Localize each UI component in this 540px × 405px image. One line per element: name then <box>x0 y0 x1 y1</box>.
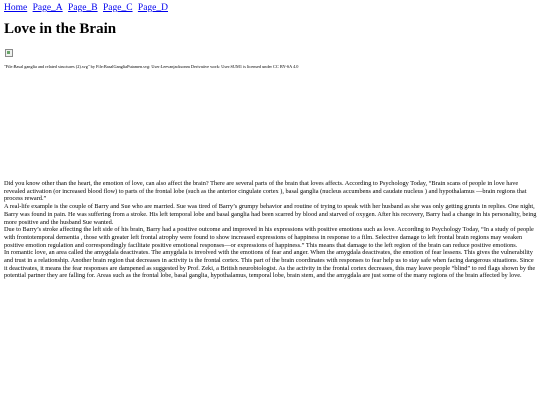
nav-link-page-b[interactable]: Page_B <box>68 3 98 13</box>
paragraph-1: Did you know other than the heart, the emotion of love, can also affect the brain? There are several parts of the brain that loves affects. According to Psychology Today, “Brain scans of people in love have revealed activation (or increased blood flow) to parts of the frontal lobe (such as the anterior cingulate cortex ), basal ganglia (nucleus accumbens and caudate nucleus ) and hypothalamus —brain regions that process reward.” <box>4 180 527 203</box>
nav-link-page-d[interactable]: Page_D <box>137 3 168 13</box>
nav-link-page-a[interactable]: Page_A <box>32 3 63 13</box>
top-nav <box>4 3 171 14</box>
article-body <box>4 180 537 280</box>
nav-link-page-c[interactable]: Page_C <box>102 3 133 13</box>
paragraph-3: Due to Barry’s stroke affecting the left side of his brain, Barry had a positive outcome and improved in his expressions with positive emotions such as love. According to Psychology Today, “In a study of people with frontotemporal dementia , those with greater left frontal atrophy were found to show increased expressions of happiness in response to a film. Selective damage to left frontal brain regions may weaken positive emotion regulation and correspondingly facilitate positive emotional responses—or expressions of happiness.” This means that damage to the left region of the brain can reduce positive emotions. <box>4 226 534 249</box>
nav-link-home[interactable]: Home <box>4 3 28 13</box>
paragraph-2: A real-life example is the couple of Barry and Sue who are married. Sue was tired of Barry’s grumpy behavior and routine of trying to speak with her husband as she was only getting grunts in replies. One night, Barry was found in pain. He was suffering from a stroke. His left temporal lobe and basal ganglia had been scarred by blood and starved of oxygen. After his recovery, Barry had a change in his personality, being more positive and the husband Sue wanted. <box>4 203 537 226</box>
image-caption: "File:Basal ganglia and related structures (2).svg" by File:BasalGangliaPutamen.svg: User:Leevanjacksonm Derivative work: User:SUM1 is licensed under CC BY-SA 4.0 <box>4 64 299 69</box>
page-title: Love in the Brain <box>4 21 117 37</box>
broken-image-icon <box>5 49 13 57</box>
paragraph-4: In romantic love, an area called the amygdala deactivates. The amygdala is involved with the emotions of fear and anger. When the amygdala deactivates, the emotion of fear lessens. This gives the vulnerability and trust in a relationship. Another brain region that decreases in activity is the frontal cortex. This part of the brain coordinates with responses to fear help us to stay safe when facing dangerous situations. Since it deactivates, it means the fear responses are dampened as suggested by Prof. Zeki, a British neurobiologist. As the activity in the frontal cortex decreases, this may leave people “blind” to red flags shown by the potential partner they are falling for. Areas such as the frontal lobe, basal ganglia, hypothalamus, temporal lobe, brain stem, and the amygdala are just some of the many regions of the brain affected by love. <box>4 249 536 280</box>
